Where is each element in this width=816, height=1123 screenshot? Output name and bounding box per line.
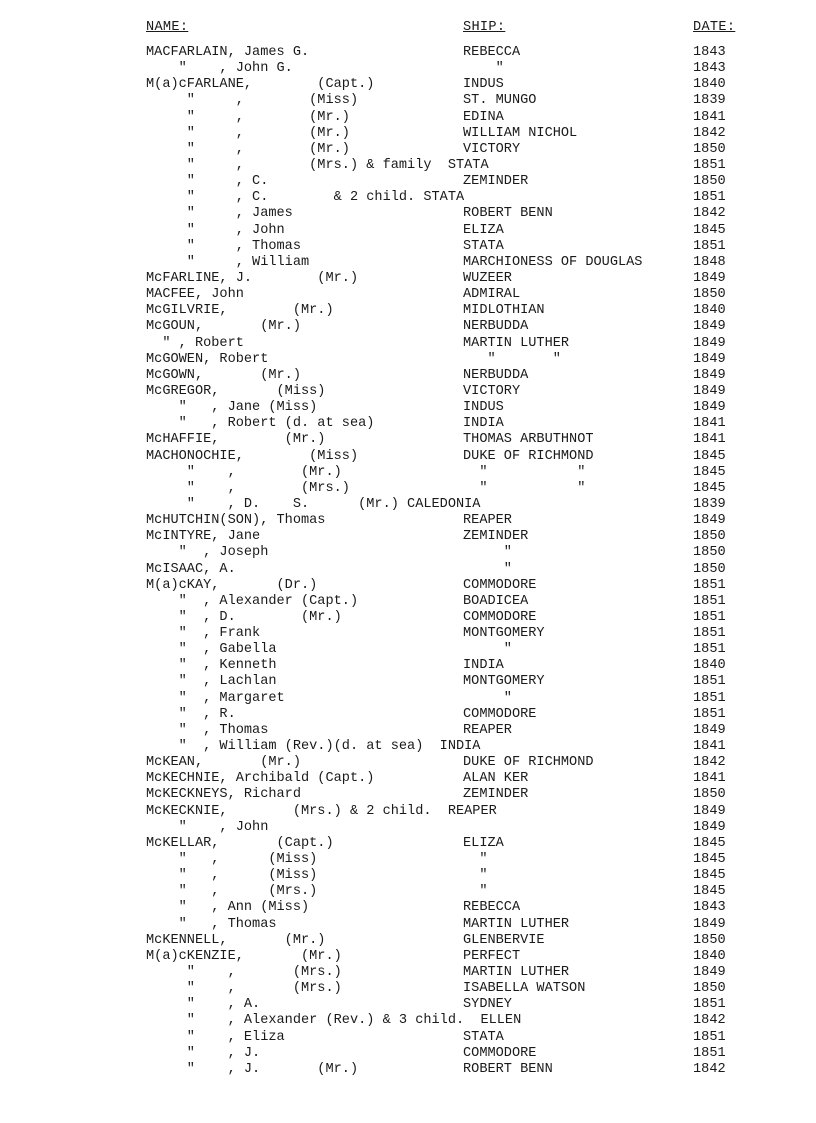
ship-name: " [463, 561, 512, 577]
passenger-name: MACFEE, John [146, 287, 244, 303]
list-row [0, 933, 816, 949]
arrival-date: 1842 [693, 1013, 726, 1029]
ship-name: BOADICEA [463, 593, 529, 609]
passenger-name: " , Gabella [146, 642, 277, 658]
passenger-name: " , Joseph [146, 545, 269, 561]
arrival-date: 1849 [693, 400, 726, 416]
ship-name: REAPER [463, 513, 512, 529]
list-row [0, 384, 816, 400]
passenger-name: " , C. [146, 174, 269, 190]
list-row [0, 739, 816, 755]
arrival-date: 1849 [693, 513, 726, 529]
passenger-name: McINTYRE, Jane [146, 529, 261, 545]
passenger-name: McHUTCHIN(SON), Thomas [146, 513, 326, 529]
ship-name: WILLIAM NICHOL [463, 125, 578, 141]
ship-name: COMMODORE [463, 609, 537, 625]
header-ship: SHIP: [463, 20, 506, 35]
ship-name: GLENBERVIE [463, 932, 545, 948]
arrival-date: 1851 [693, 626, 726, 642]
arrival-date: 1849 [693, 722, 726, 738]
ship-name: " " [463, 351, 561, 367]
list-row [0, 949, 816, 965]
list-row [0, 1030, 816, 1046]
passenger-name: " , Margaret [146, 690, 285, 706]
arrival-date: 1840 [693, 303, 726, 319]
arrival-date: 1845 [693, 835, 726, 851]
list-row [0, 610, 816, 626]
ship-name: MONTGOMERY [463, 674, 545, 690]
passenger-name: " , William [146, 254, 310, 270]
list-row [0, 223, 816, 239]
arrival-date: 1840 [693, 948, 726, 964]
arrival-date: 1841 [693, 432, 726, 448]
list-row [0, 303, 816, 319]
ship-name: " [463, 690, 512, 706]
passenger-name: " , James [146, 206, 293, 222]
ship-name: " [463, 61, 504, 77]
passenger-name: " , (Mr.) [146, 464, 342, 480]
passenger-name: " , J. [146, 1045, 261, 1061]
list-row [0, 626, 816, 642]
arrival-date: 1845 [693, 222, 726, 238]
list-row [0, 529, 816, 545]
arrival-date: 1841 [693, 416, 726, 432]
arrival-date: 1849 [693, 335, 726, 351]
arrival-date: 1845 [693, 884, 726, 900]
arrival-date: 1851 [693, 706, 726, 722]
passenger-name: " , D. (Mr.) [146, 609, 342, 625]
list-row [0, 965, 816, 981]
arrival-date: 1845 [693, 480, 726, 496]
header-date: DATE: [693, 20, 736, 35]
passenger-name: " , A. [146, 997, 261, 1013]
arrival-date: 1849 [693, 819, 726, 835]
ship-name: " [463, 868, 488, 884]
passenger-name: " , Robert (d. at sea) [146, 416, 375, 432]
arrival-date: 1839 [693, 496, 726, 512]
passenger-name: " , (Mrs.) & family STATA [146, 157, 489, 173]
passenger-name: " , (Mr.) [146, 141, 350, 157]
arrival-date: 1849 [693, 383, 726, 399]
passenger-name: " , (Mr.) [146, 109, 350, 125]
ship-name: VICTORY [463, 383, 521, 399]
ship-name: ST. MUNGO [463, 93, 537, 109]
arrival-date: 1841 [693, 771, 726, 787]
arrival-date: 1841 [693, 109, 726, 125]
list-row [0, 352, 816, 368]
ship-name: ROBERT BENN [463, 206, 553, 222]
ship-name: INDUS [463, 77, 504, 93]
list-row [0, 755, 816, 771]
passenger-name: " , Alexander (Rev.) & 3 child. ELLEN [146, 1013, 522, 1029]
ship-name: MARTIN LUTHER [463, 335, 570, 351]
passenger-name: " , Alexander (Capt.) [146, 593, 359, 609]
passenger-name: " , Thomas [146, 722, 269, 738]
list-row [0, 126, 816, 142]
arrival-date: 1850 [693, 141, 726, 157]
passenger-name: " , John [146, 819, 269, 835]
ship-name: DUKE OF RICHMOND [463, 755, 594, 771]
ship-name: COMMODORE [463, 577, 537, 593]
arrival-date: 1850 [693, 529, 726, 545]
passenger-name: " , D. S. (Mr.) CALEDONIA [146, 496, 481, 512]
passenger-name: MACHONOCHIE, (Miss) [146, 448, 359, 464]
ship-name: STATA [463, 238, 504, 254]
ship-name: SYDNEY [463, 997, 512, 1013]
arrival-date: 1849 [693, 367, 726, 383]
passenger-name: McGILVRIE, (Mr.) [146, 303, 334, 319]
arrival-date: 1849 [693, 965, 726, 981]
list-row [0, 77, 816, 93]
arrival-date: 1850 [693, 932, 726, 948]
list-row [0, 562, 816, 578]
passenger-name: " , John G. [146, 61, 293, 77]
ship-name: REBECCA [463, 45, 521, 60]
arrival-date: 1851 [693, 674, 726, 690]
list-row [0, 997, 816, 1013]
passenger-list [0, 45, 816, 1078]
arrival-date: 1845 [693, 868, 726, 884]
ship-name: NERBUDDA [463, 319, 529, 335]
passenger-name: " , William (Rev.)(d. at sea) INDIA [146, 739, 481, 755]
list-row [0, 787, 816, 803]
arrival-date: 1851 [693, 190, 726, 206]
passenger-name: " , Eliza [146, 1029, 285, 1045]
arrival-date: 1842 [693, 206, 726, 222]
arrival-date: 1845 [693, 464, 726, 480]
list-row [0, 1046, 816, 1062]
list-row [0, 723, 816, 739]
passenger-name: McKENNELL, (Mr.) [146, 932, 326, 948]
passenger-name: McKELLAR, (Capt.) [146, 835, 334, 851]
list-row [0, 336, 816, 352]
arrival-date: 1848 [693, 254, 726, 270]
list-row [0, 255, 816, 271]
list-row [0, 45, 816, 61]
ship-name: MARCHIONESS OF DOUGLAS [463, 254, 643, 270]
ship-name: THOMAS ARBUTHNOT [463, 432, 594, 448]
ship-name: MONTGOMERY [463, 626, 545, 642]
passenger-name: " , J. (Mr.) [146, 1061, 359, 1077]
arrival-date: 1850 [693, 545, 726, 561]
arrival-date: 1850 [693, 174, 726, 190]
ship-name: MARTIN LUTHER [463, 916, 570, 932]
passenger-name: McGOWN, (Mr.) [146, 367, 301, 383]
list-row [0, 1013, 816, 1029]
passenger-name: " , Thomas [146, 916, 277, 932]
arrival-date: 1845 [693, 852, 726, 868]
list-row [0, 884, 816, 900]
arrival-date: 1851 [693, 238, 726, 254]
list-row [0, 804, 816, 820]
passenger-name: " , (Miss) [146, 852, 318, 868]
ship-name: COMMODORE [463, 1045, 537, 1061]
list-row [0, 917, 816, 933]
passenger-name: " , (Mrs.) [146, 480, 350, 496]
list-row [0, 465, 816, 481]
passenger-name: McGREGOR, (Miss) [146, 383, 326, 399]
ship-name: INDUS [463, 400, 504, 416]
arrival-date: 1849 [693, 351, 726, 367]
arrival-date: 1843 [693, 61, 726, 77]
ship-name: MIDLOTHIAN [463, 303, 545, 319]
passenger-name: " , Ann (Miss) [146, 900, 310, 916]
list-row [0, 981, 816, 997]
arrival-date: 1840 [693, 77, 726, 93]
list-row [0, 93, 816, 109]
list-row [0, 513, 816, 529]
passenger-name: " , (Miss) [146, 93, 359, 109]
passenger-name: McKECKNEYS, Richard [146, 787, 301, 803]
list-row [0, 271, 816, 287]
ship-name: REAPER [463, 722, 512, 738]
arrival-date: 1851 [693, 997, 726, 1013]
list-row [0, 110, 816, 126]
list-row [0, 190, 816, 206]
arrival-date: 1850 [693, 787, 726, 803]
arrival-date: 1851 [693, 157, 726, 173]
header-name: NAME: [146, 20, 189, 35]
passenger-name: " , Robert [146, 335, 244, 351]
passenger-name: McKEAN, (Mr.) [146, 755, 301, 771]
list-row [0, 836, 816, 852]
list-row [0, 449, 816, 465]
passenger-name: " , Kenneth [146, 658, 277, 674]
arrival-date: 1850 [693, 981, 726, 997]
list-row [0, 545, 816, 561]
arrival-date: 1850 [693, 561, 726, 577]
ship-name: DUKE OF RICHMOND [463, 448, 594, 464]
list-row [0, 287, 816, 303]
arrival-date: 1849 [693, 319, 726, 335]
passenger-name: M(a)cKAY, (Dr.) [146, 577, 318, 593]
ship-name: ALAN KER [463, 771, 529, 787]
list-row [0, 368, 816, 384]
list-row [0, 691, 816, 707]
passenger-name: McHAFFIE, (Mr.) [146, 432, 326, 448]
arrival-date: 1840 [693, 658, 726, 674]
ship-name: " " [463, 480, 586, 496]
list-row [0, 868, 816, 884]
list-row [0, 416, 816, 432]
ship-name: INDIA [463, 658, 504, 674]
list-row [0, 497, 816, 513]
arrival-date: 1851 [693, 593, 726, 609]
list-row [0, 174, 816, 190]
passenger-name: McKECKNIE, (Mrs.) & 2 child. REAPER [146, 803, 497, 819]
passenger-name: " , Frank [146, 626, 261, 642]
ship-name: COMMODORE [463, 706, 537, 722]
ship-name: STATA [463, 1029, 504, 1045]
list-row [0, 642, 816, 658]
ship-name: PERFECT [463, 948, 521, 964]
arrival-date: 1851 [693, 690, 726, 706]
arrival-date: 1839 [693, 93, 726, 109]
passenger-name: " , Thomas [146, 238, 301, 254]
list-row [0, 852, 816, 868]
arrival-date: 1851 [693, 577, 726, 593]
list-row [0, 771, 816, 787]
ship-name: MARTIN LUTHER [463, 965, 570, 981]
passenger-name: MACFARLAIN, James G. [146, 45, 310, 60]
list-row [0, 142, 816, 158]
ship-name: ELIZA [463, 222, 504, 238]
passenger-name: McKECHNIE, Archibald (Capt.) [146, 771, 375, 787]
list-row [0, 432, 816, 448]
passenger-name: McGOWEN, Robert [146, 351, 269, 367]
arrival-date: 1851 [693, 1029, 726, 1045]
list-row [0, 400, 816, 416]
passenger-name: " , (Mrs.) [146, 884, 318, 900]
arrival-date: 1851 [693, 609, 726, 625]
passenger-name: " , C. & 2 child. STATA [146, 190, 465, 206]
ship-name: " " [463, 464, 586, 480]
list-row [0, 481, 816, 497]
ship-name: ISABELLA WATSON [463, 981, 586, 997]
ship-name: ZEMINDER [463, 529, 529, 545]
arrival-date: 1842 [693, 125, 726, 141]
list-row [0, 61, 816, 77]
ship-name: WUZEER [463, 270, 512, 286]
ship-name: " [463, 642, 512, 658]
passenger-name: " , John [146, 222, 285, 238]
arrival-date: 1849 [693, 270, 726, 286]
arrival-date: 1843 [693, 900, 726, 916]
ship-name: NERBUDDA [463, 367, 529, 383]
arrival-date: 1841 [693, 739, 726, 755]
list-row [0, 707, 816, 723]
arrival-date: 1843 [693, 45, 726, 60]
arrival-date: 1845 [693, 448, 726, 464]
ship-name: " [463, 852, 488, 868]
list-row [0, 578, 816, 594]
list-row [0, 674, 816, 690]
ship-name: ZEMINDER [463, 787, 529, 803]
ship-name: ADMIRAL [463, 287, 521, 303]
ship-name: INDIA [463, 416, 504, 432]
ship-name: " [463, 884, 488, 900]
arrival-date: 1851 [693, 642, 726, 658]
passenger-name: " , Jane (Miss) [146, 400, 318, 416]
list-row [0, 658, 816, 674]
list-row [0, 900, 816, 916]
passenger-name: " , R. [146, 706, 236, 722]
list-row [0, 1062, 816, 1078]
arrival-date: 1842 [693, 1061, 726, 1077]
ship-name: " [463, 545, 512, 561]
passenger-name: M(a)cFARLANE, (Capt.) [146, 77, 375, 93]
list-row [0, 594, 816, 610]
arrival-date: 1842 [693, 755, 726, 771]
passenger-name: McFARLINE, J. (Mr.) [146, 270, 359, 286]
ship-name: VICTORY [463, 141, 521, 157]
passenger-name: " , (Mrs.) [146, 965, 342, 981]
passenger-name: McISAAC, A. [146, 561, 236, 577]
passenger-name: " , (Mr.) [146, 125, 350, 141]
arrival-date: 1850 [693, 287, 726, 303]
passenger-name: " , (Mrs.) [146, 981, 342, 997]
passenger-name: McGOUN, (Mr.) [146, 319, 301, 335]
arrival-date: 1849 [693, 916, 726, 932]
list-row [0, 206, 816, 222]
passenger-name: " , (Miss) [146, 868, 318, 884]
ship-name: REBECCA [463, 900, 521, 916]
list-row [0, 239, 816, 255]
arrival-date: 1851 [693, 1045, 726, 1061]
ship-name: ROBERT BENN [463, 1061, 553, 1077]
arrival-date: 1849 [693, 803, 726, 819]
passenger-name: " , Lachlan [146, 674, 277, 690]
passenger-name: M(a)cKENZIE, (Mr.) [146, 948, 342, 964]
ship-name: ELIZA [463, 835, 504, 851]
list-row [0, 319, 816, 335]
ship-name: EDINA [463, 109, 504, 125]
ship-name: ZEMINDER [463, 174, 529, 190]
list-row [0, 158, 816, 174]
list-row [0, 820, 816, 836]
